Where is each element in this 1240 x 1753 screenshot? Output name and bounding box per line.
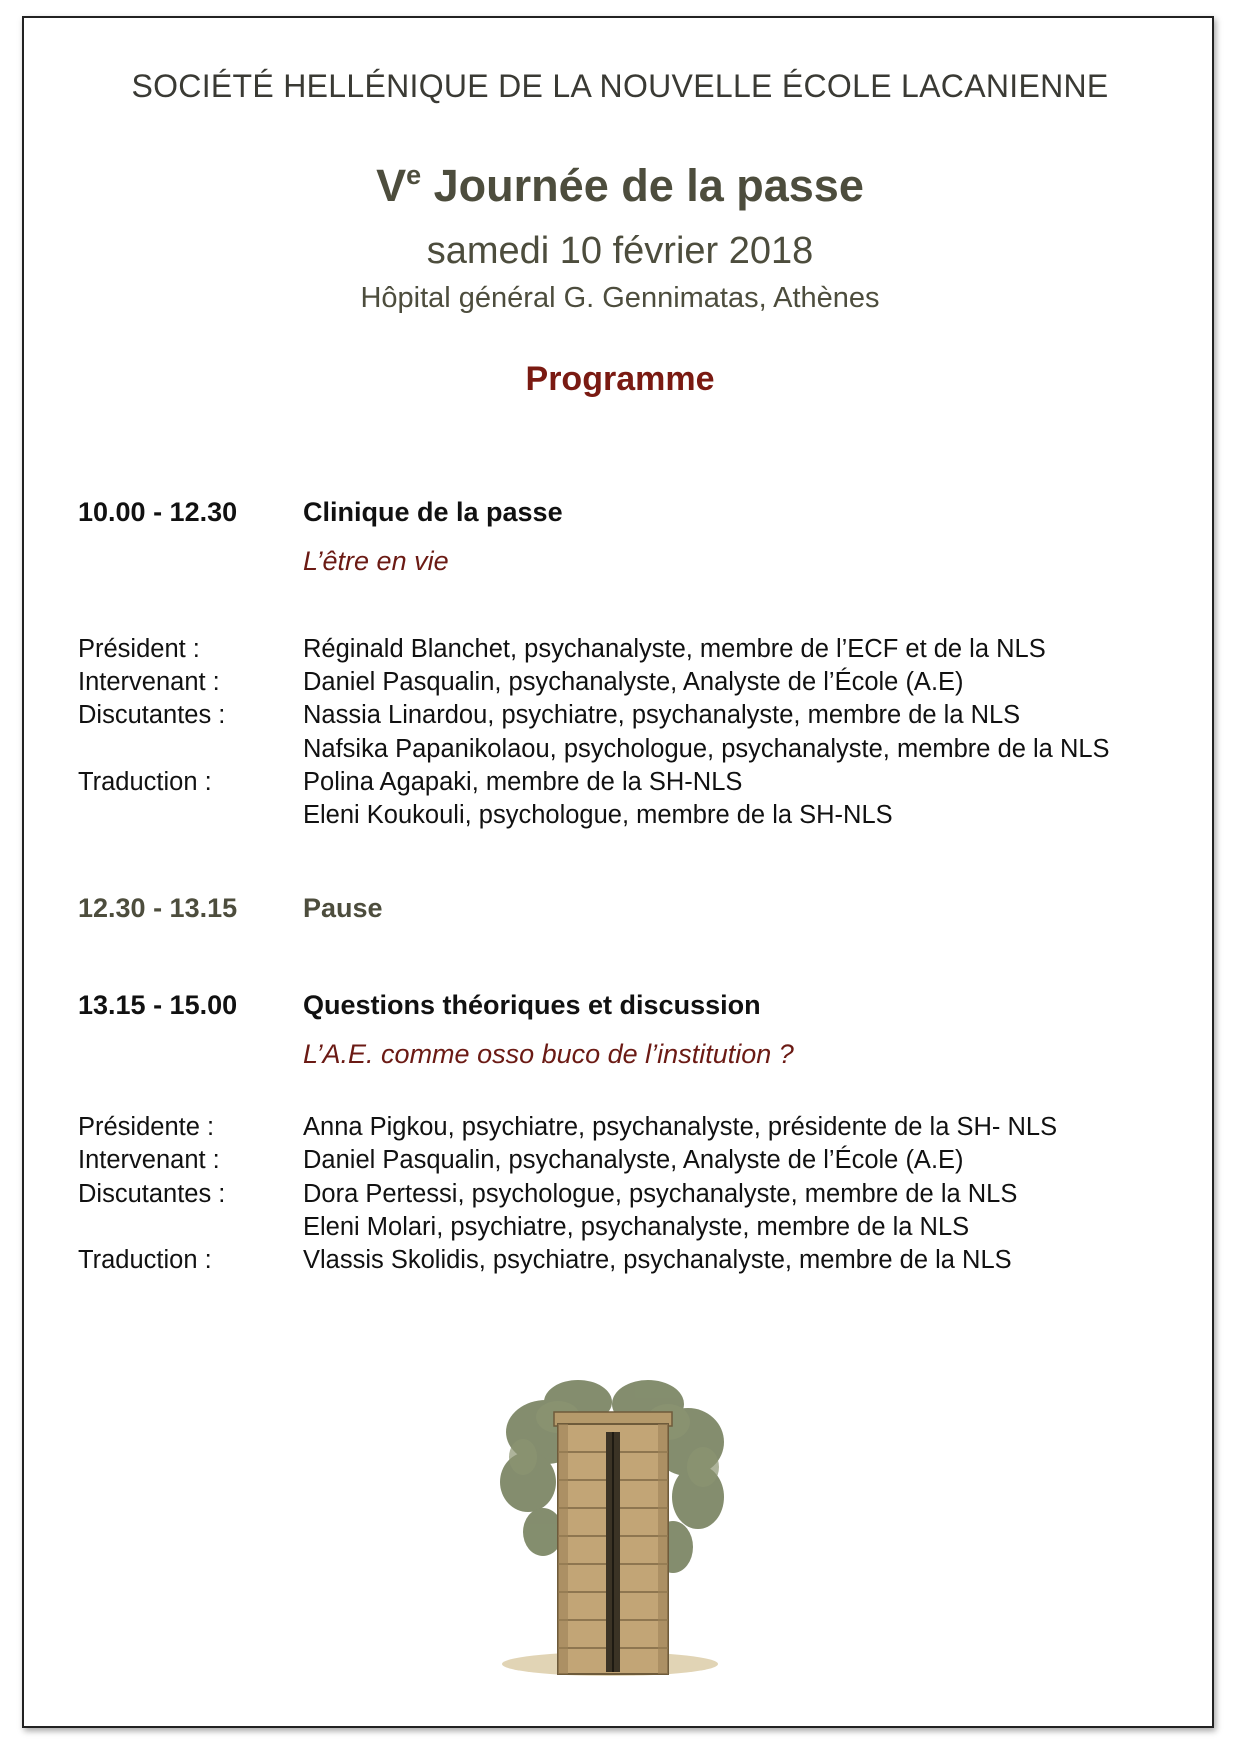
person-name: Nassia Linardou xyxy=(303,701,488,729)
session2-role: Discutantes : xyxy=(78,1180,226,1208)
title-numeral: V xyxy=(376,160,407,211)
event-venue: Hôpital général G. Gennimatas, Athènes xyxy=(360,282,880,314)
person-name: Anna Pigkou xyxy=(303,1113,448,1141)
session2-title: Questions théoriques et discussion xyxy=(303,990,761,1020)
person-desc: , psychiatre, psychanalyste, membre de la NLS xyxy=(478,1246,1012,1274)
person-desc: , psychologue, psychanalyste, membre de la NLS xyxy=(457,1180,1018,1208)
session1-title: Clinique de la passe xyxy=(303,497,563,527)
title-rest: Journée de la passe xyxy=(421,160,864,211)
programme-heading: Programme xyxy=(525,360,715,398)
session2-person xyxy=(303,1246,1012,1275)
session2-subtitle: L’A.E. comme osso buco de l’institution ? xyxy=(303,1039,794,1069)
session1-person xyxy=(303,735,1110,764)
person-desc: , psychanalyste, Analyste de l’École (A.E) xyxy=(494,1146,964,1174)
person-desc: , psychologue, membre de la SH-NLS xyxy=(464,801,893,829)
person-name: Eleni Molari xyxy=(303,1213,437,1241)
session1-person xyxy=(303,668,964,697)
event-title xyxy=(0,160,1240,212)
session2-person xyxy=(303,1146,964,1175)
person-name: Vlassis Skolidis xyxy=(303,1246,479,1274)
person-desc: , psychanalyste, Analyste de l’École (A.E) xyxy=(494,668,964,696)
session1-role: Président : xyxy=(78,635,200,663)
person-name: Daniel Pasqualin xyxy=(303,668,495,696)
session2-person xyxy=(303,1180,1017,1209)
person-desc: , psychologue, psychanalyste, membre de la NLS xyxy=(549,735,1110,763)
society-name: SOCIÉTÉ HELLÉNIQUE DE LA NOUVELLE ÉCOLE LACANIENNE xyxy=(131,68,1109,104)
pause-time: 12.30 - 13.15 xyxy=(78,893,238,923)
session2-role: Intervenant : xyxy=(78,1146,220,1174)
session1-person xyxy=(303,701,1020,730)
door-with-olive-tree-icon xyxy=(498,1372,728,1684)
session2-role: Présidente : xyxy=(78,1113,215,1141)
person-desc: , psychiatre, psychanalyste, présidente de la SH- NLS xyxy=(447,1113,1058,1141)
person-desc: , psychanalyste, membre de l’ECF et de la NLS xyxy=(509,635,1046,663)
person-name: Nafsika Papanikolaou xyxy=(303,735,550,763)
session1-role: Intervenant : xyxy=(78,668,220,696)
session1-person xyxy=(303,635,1046,664)
person-name: Eleni Koukouli xyxy=(303,801,465,829)
session1-person xyxy=(303,768,742,797)
session1-role: Traduction : xyxy=(78,768,212,796)
person-desc: , psychiatre, psychanalyste, membre de la NLS xyxy=(436,1213,970,1241)
person-name: Polina Agapaki xyxy=(303,768,472,796)
session1-subtitle: L’être en vie xyxy=(303,546,449,576)
person-desc: , psychiatre, psychanalyste, membre de la NLS xyxy=(487,701,1021,729)
person-name: Dora Pertessi xyxy=(303,1180,458,1208)
session2-person xyxy=(303,1113,1057,1142)
session2-time: 13.15 - 15.00 xyxy=(78,990,238,1020)
person-name: Réginald Blanchet xyxy=(303,635,510,663)
session2-role: Traduction : xyxy=(78,1246,212,1274)
pause-title: Pause xyxy=(303,893,383,923)
title-superscript: e xyxy=(406,160,422,190)
session1-role: Discutantes : xyxy=(78,701,226,729)
person-name: Daniel Pasqualin xyxy=(303,1146,495,1174)
person-desc: , membre de la SH-NLS xyxy=(471,768,743,796)
session1-time: 10.00 - 12.30 xyxy=(78,497,238,527)
session2-person xyxy=(303,1213,969,1242)
session1-person xyxy=(303,801,893,830)
event-date: samedi 10 février 2018 xyxy=(426,230,814,272)
